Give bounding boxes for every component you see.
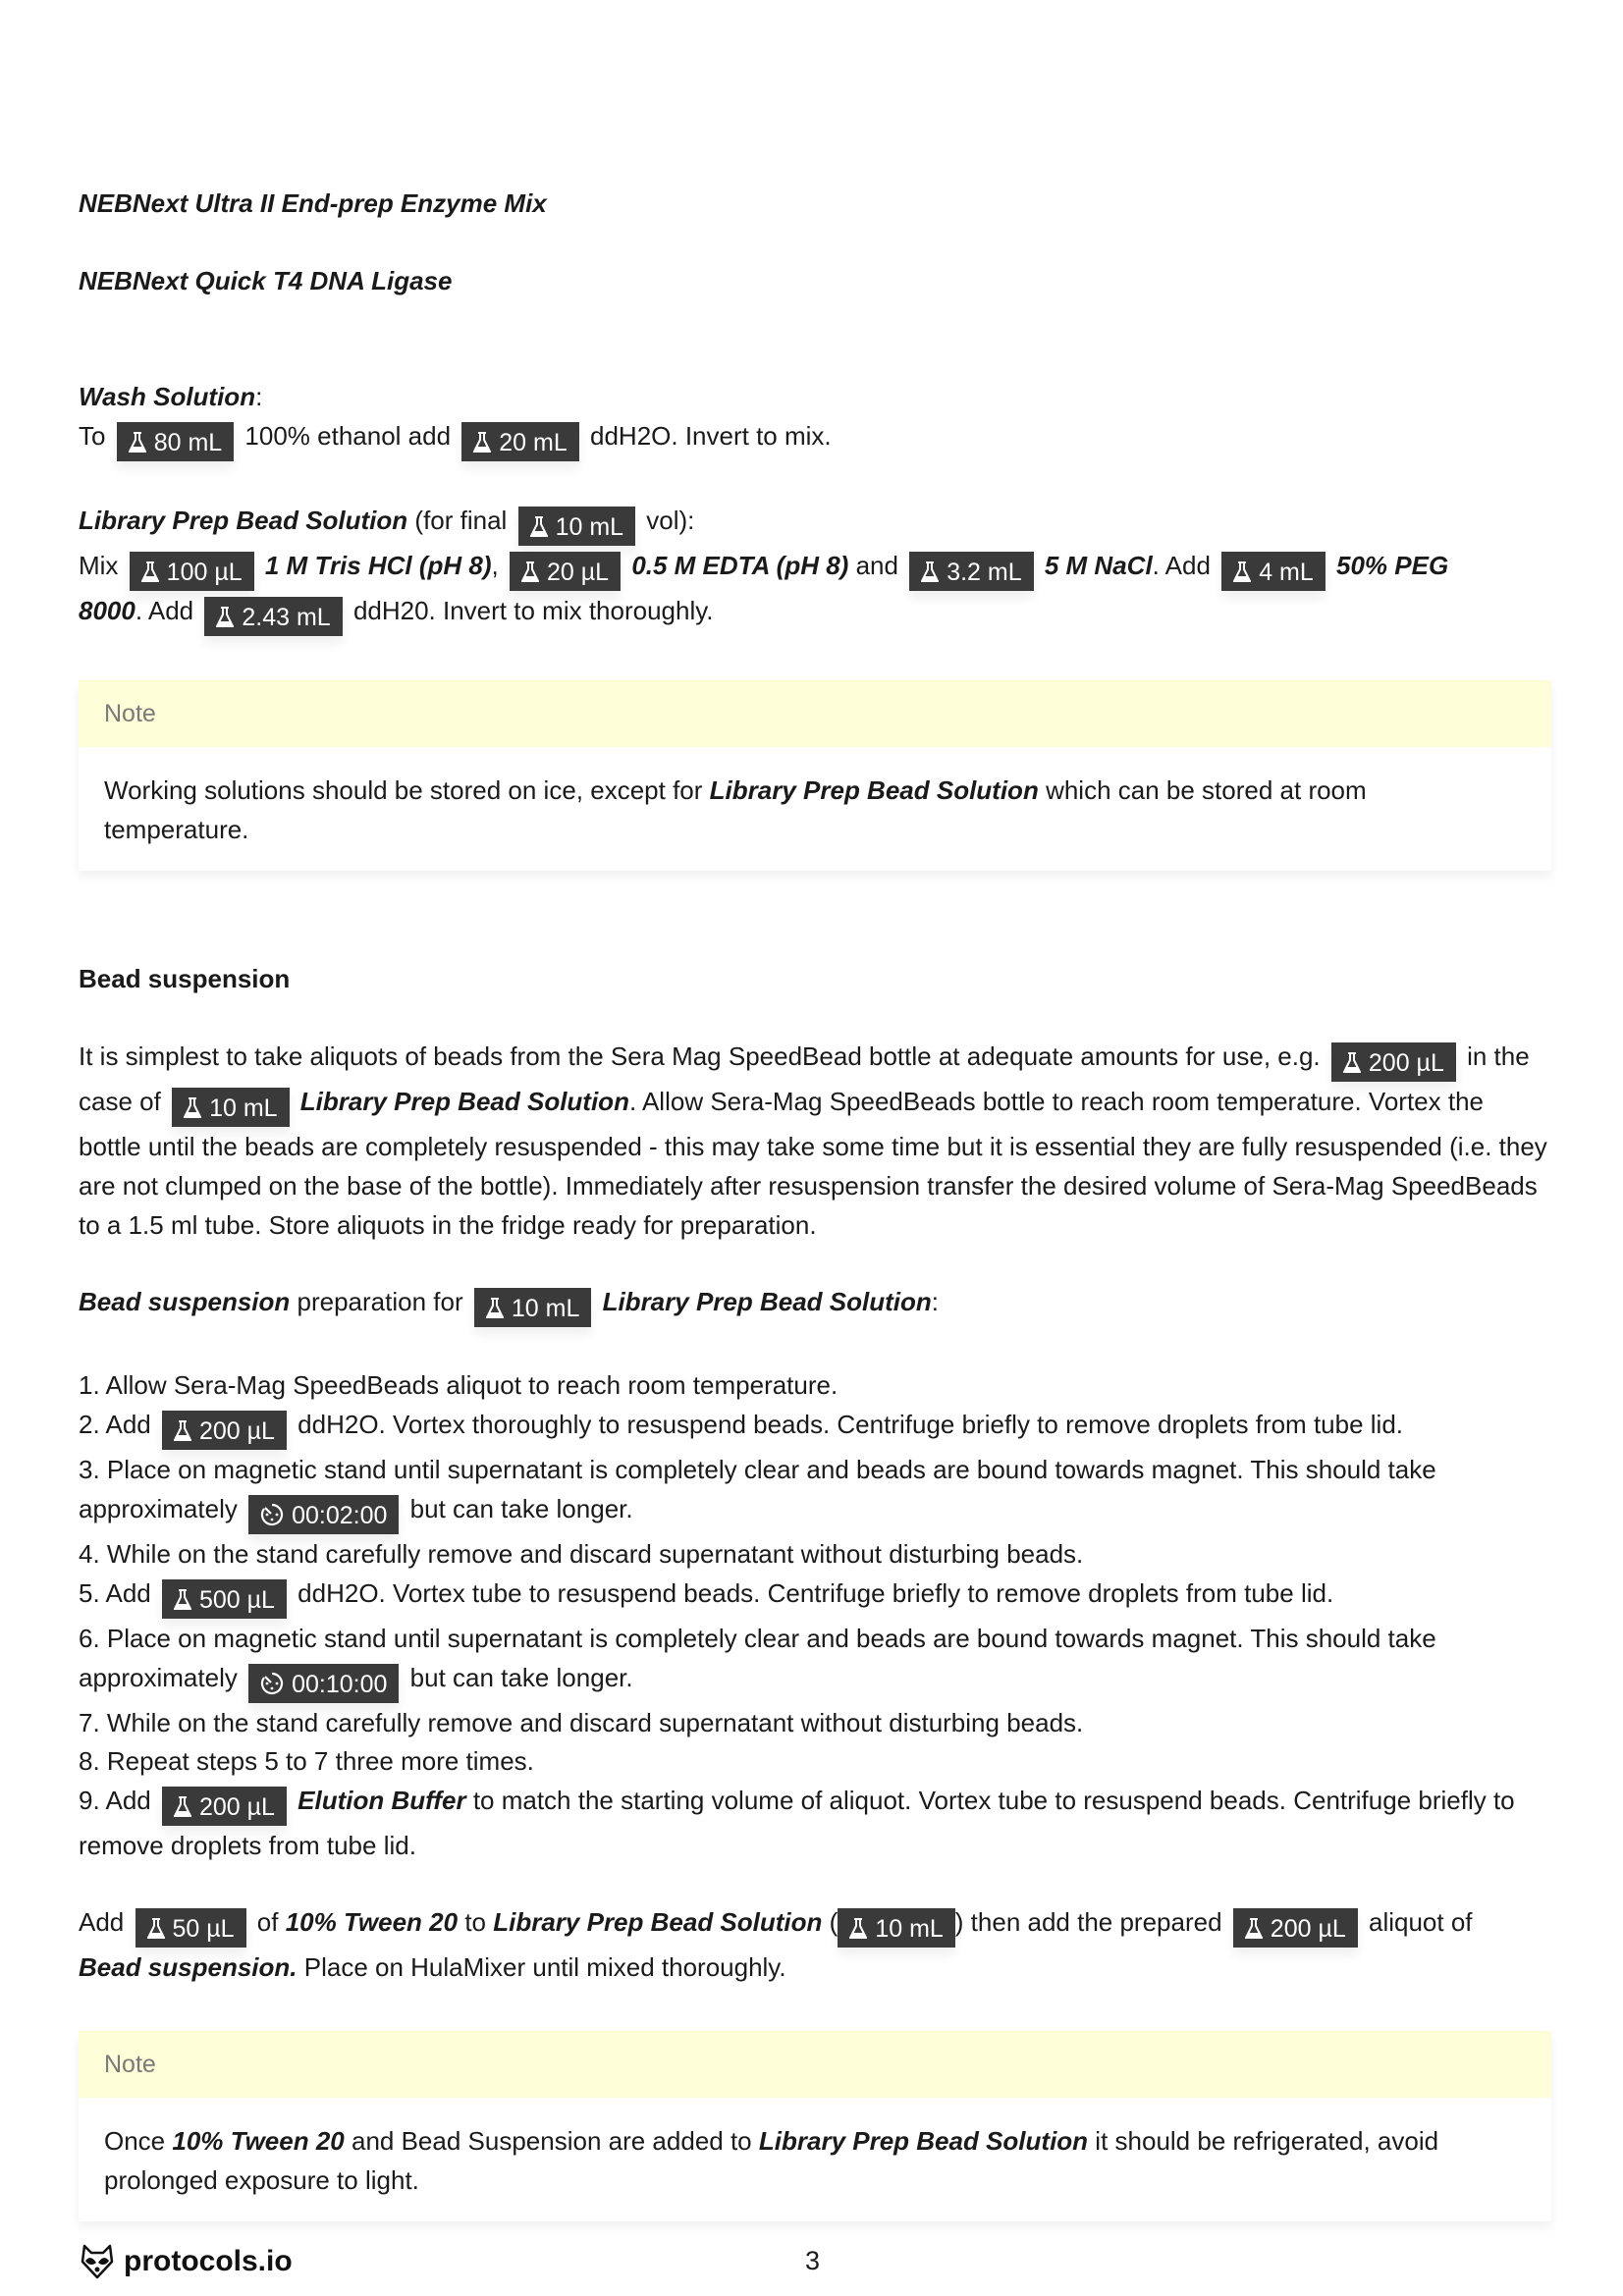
note-header: Note — [79, 2031, 1551, 2098]
flask-icon — [849, 1918, 867, 1940]
flask-icon — [1233, 561, 1251, 583]
text: , — [491, 551, 499, 580]
emphasis: Library Prep Bead Solution — [493, 1907, 823, 1937]
amount-badge[interactable] — [1331, 1042, 1456, 1082]
amount-value: 100 µL — [166, 559, 243, 587]
text: Once — [104, 2126, 166, 2156]
bead-para-line: bottle until the beads are completely resuspended - this may take some time but it is essential they are fully resuspended (i.e. they — [79, 1132, 1547, 1161]
amount-badge[interactable] — [1233, 1908, 1358, 1948]
reagent-end-prep — [79, 184, 547, 223]
text: 9. Add — [79, 1786, 151, 1815]
amount-badge[interactable] — [510, 552, 621, 591]
flask-icon — [530, 516, 548, 538]
flask-icon — [1343, 1052, 1361, 1074]
step-6-cont — [79, 1658, 633, 1697]
step-3-cont — [79, 1489, 633, 1528]
text: prolonged exposure to light. — [104, 2165, 419, 2195]
colon: : — [255, 382, 263, 411]
emphasis: 10% Tween 20 — [172, 2126, 345, 2156]
amount-badge[interactable] — [162, 1579, 287, 1619]
text: and — [855, 551, 898, 580]
lpbs-title-line — [79, 501, 694, 540]
section-heading: Bead suspension — [79, 964, 291, 993]
timer-icon — [260, 1503, 284, 1526]
step-8: 8. Repeat steps 5 to 7 three more times. — [79, 1746, 534, 1776]
bead-para-line: are not clumped on the base of the bottle). Immediately after resuspension transfer the desired volume of Sera-Mag SpeedBeads — [79, 1171, 1538, 1201]
text: . Add — [135, 596, 194, 625]
step-6: 6. Place on magnetic stand until supernatant is completely clear and beads are bound towards magnet. This should take — [79, 1624, 1436, 1653]
text: 2. Add — [79, 1410, 151, 1439]
text: To — [79, 421, 106, 451]
emphasis: Bead suspension — [79, 1287, 291, 1316]
text: Working solutions should be stored on ice, except for — [104, 775, 703, 805]
text: Add — [79, 1907, 125, 1937]
flask-icon — [216, 607, 234, 628]
bead-para-line — [79, 1037, 1530, 1076]
flask-icon — [473, 432, 491, 454]
amount-badge[interactable] — [162, 1411, 287, 1450]
text: of — [256, 1907, 279, 1937]
lpbs-mix-line — [79, 546, 1448, 585]
amount-value: 80 mL — [153, 429, 223, 457]
amount-value: 200 µL — [198, 1417, 275, 1446]
brand-name: protocols.io — [124, 2245, 293, 2277]
amount-value: 200 µL — [1270, 1915, 1346, 1944]
flask-icon — [174, 1796, 191, 1818]
text: ddH2O. Vortex tube to resuspend beads. Centrifuge briefly to remove droplets from tube lid. — [298, 1578, 1334, 1608]
amount-value: 10 mL — [511, 1295, 580, 1323]
step-2 — [79, 1405, 1403, 1444]
amount-badge[interactable] — [130, 552, 254, 591]
reagent-name: 8000 — [79, 596, 135, 625]
flask-icon — [147, 1918, 165, 1940]
text: Place on HulaMixer until mixed thoroughly. — [303, 1952, 786, 1982]
timer-value: 00:10:00 — [292, 1671, 388, 1699]
note-box — [79, 680, 1551, 871]
note-body — [79, 747, 1551, 871]
emphasis: Library Prep Bead Solution — [709, 775, 1039, 805]
text: ddH2O. Vortex thoroughly to resuspend beads. Centrifuge briefly to remove droplets from tube lid. — [298, 1410, 1404, 1439]
flask-icon — [184, 1097, 201, 1119]
step-3: 3. Place on magnetic stand until supernatant is completely clear and beads are bound towards magnet. This should take — [79, 1455, 1436, 1484]
reagent-name: 5 M NaCl — [1044, 551, 1153, 580]
reagent-name: NEBNext Quick T4 DNA Ligase — [79, 266, 453, 295]
amount-badge[interactable] — [135, 1908, 246, 1948]
emphasis: Library Prep Bead Solution — [758, 2126, 1089, 2156]
wash-line — [79, 416, 832, 455]
text: temperature. — [104, 815, 249, 844]
lpbs-title: Library Prep Bead Solution — [79, 506, 408, 535]
step-5 — [79, 1574, 1333, 1613]
text: aliquot of — [1369, 1907, 1473, 1937]
text: to match the starting volume of aliquot. Vortex tube to resuspend beads. Centrifuge briefly to — [472, 1786, 1515, 1815]
text: in the — [1467, 1041, 1530, 1071]
amount-badge[interactable] — [162, 1787, 287, 1826]
reagent-name: NEBNext Ultra II End-prep Enzyme Mix — [79, 188, 547, 218]
text: ) then add the prepared — [954, 1907, 1222, 1937]
text: preparation for — [297, 1287, 463, 1316]
wash-title-text: Wash Solution — [79, 382, 256, 411]
emphasis: 10% Tween 20 — [285, 1907, 459, 1937]
reagent-name: 50% PEG — [1336, 551, 1449, 580]
amount-badge[interactable] — [461, 422, 578, 461]
text: approximately — [79, 1494, 238, 1523]
amount-value: 10 mL — [875, 1915, 944, 1944]
step-9-cont: remove droplets from tube lid. — [79, 1831, 416, 1860]
step-4: 4. While on the stand carefully remove and discard supernatant without disturbing beads. — [79, 1539, 1084, 1569]
amount-badge[interactable] — [518, 507, 635, 546]
text: ddH20. Invert to mix thoroughly. — [352, 596, 714, 625]
amount-value: 2.43 mL — [242, 604, 331, 632]
amount-value: 3.2 mL — [947, 559, 1022, 587]
amount-badge[interactable] — [117, 422, 234, 461]
timer-value: 00:02:00 — [292, 1502, 388, 1530]
amount-value: 200 µL — [198, 1793, 275, 1822]
text: Mix — [79, 551, 119, 580]
step-1: 1. Allow Sera-Mag SpeedBeads aliquot to reach room temperature. — [79, 1370, 839, 1400]
amount-badge[interactable] — [1221, 552, 1325, 591]
text: it should be refrigerated, avoid — [1095, 2126, 1439, 2156]
amount-value: 4 mL — [1259, 559, 1314, 587]
text: (for final — [414, 506, 508, 535]
note-box — [79, 2031, 1551, 2221]
amount-value: 20 mL — [499, 429, 568, 457]
text: : — [931, 1287, 939, 1316]
amount-badge[interactable] — [172, 1088, 289, 1127]
amount-badge[interactable] — [838, 1908, 954, 1948]
bead-para-line — [79, 1082, 1484, 1121]
text: to — [464, 1907, 486, 1937]
text: but can take longer. — [409, 1663, 633, 1692]
text: and Bead Suspension are added to — [351, 2126, 752, 2156]
reagent-ligase — [79, 261, 452, 300]
amount-value: 200 µL — [1368, 1049, 1444, 1078]
text: It is simplest to take aliquots of beads from the Sera Mag SpeedBead bottle at adequate amounts for use, e.g. — [79, 1041, 1321, 1071]
footer-logo[interactable] — [81, 2244, 293, 2279]
emphasis: Library Prep Bead Solution — [299, 1087, 629, 1116]
timer-icon — [260, 1672, 284, 1695]
page-number: 3 — [805, 2246, 821, 2275]
text: . Allow Sera-Mag SpeedBeads bottle to reach room temperature. Vortex the — [628, 1087, 1484, 1116]
note-header: Note — [79, 680, 1551, 747]
amount-badge[interactable] — [909, 552, 1033, 591]
text: approximately — [79, 1663, 238, 1692]
text: 5. Add — [79, 1578, 151, 1608]
emphasis: Library Prep Bead Solution — [602, 1287, 932, 1316]
bead-para-line: to a 1.5 ml tube. Store aliquots in the fridge ready for preparation. — [79, 1210, 817, 1240]
amount-badge[interactable] — [204, 597, 342, 636]
reagent-name: 1 M Tris HCl (pH 8) — [264, 551, 492, 580]
emphasis: Elution Buffer — [298, 1786, 466, 1815]
flask-icon — [1245, 1918, 1263, 1940]
step-9 — [79, 1781, 1515, 1820]
flask-icon — [141, 561, 159, 583]
text: ( — [829, 1907, 839, 1937]
flask-icon — [921, 561, 939, 583]
text: which can be stored at room — [1046, 775, 1367, 805]
text: but can take longer. — [409, 1494, 633, 1523]
flask-icon — [129, 432, 146, 454]
amount-value: 20 µL — [547, 559, 610, 587]
amount-badge[interactable] — [474, 1288, 591, 1327]
text: 100% ethanol add — [244, 421, 452, 451]
raccoon-logo-icon — [81, 2244, 114, 2279]
timer-badge[interactable] — [248, 1664, 399, 1703]
prep-line — [79, 1282, 939, 1321]
step-7: 7. While on the stand carefully remove and discard supernatant without disturbing beads. — [79, 1708, 1084, 1737]
text: vol): — [646, 506, 695, 535]
amount-value: 10 mL — [555, 513, 624, 542]
flask-icon — [174, 1589, 191, 1611]
text: . Add — [1152, 551, 1211, 580]
final-line-cont — [79, 1948, 786, 1987]
lpbs-add-line — [79, 591, 714, 630]
final-line — [79, 1902, 1473, 1942]
amount-value: 10 mL — [209, 1095, 278, 1123]
amount-value: 50 µL — [172, 1915, 235, 1944]
wash-title — [79, 377, 262, 416]
emphasis: Bead suspension. — [79, 1952, 298, 1982]
text: case of — [79, 1087, 161, 1116]
amount-value: 500 µL — [198, 1586, 275, 1615]
flask-icon — [521, 561, 539, 583]
note-body — [79, 2098, 1551, 2221]
reagent-name: 0.5 M EDTA (pH 8) — [631, 551, 849, 580]
text: ddH2O. Invert to mix. — [590, 421, 832, 451]
timer-badge[interactable] — [248, 1495, 399, 1534]
flask-icon — [486, 1298, 504, 1319]
flask-icon — [174, 1420, 191, 1442]
